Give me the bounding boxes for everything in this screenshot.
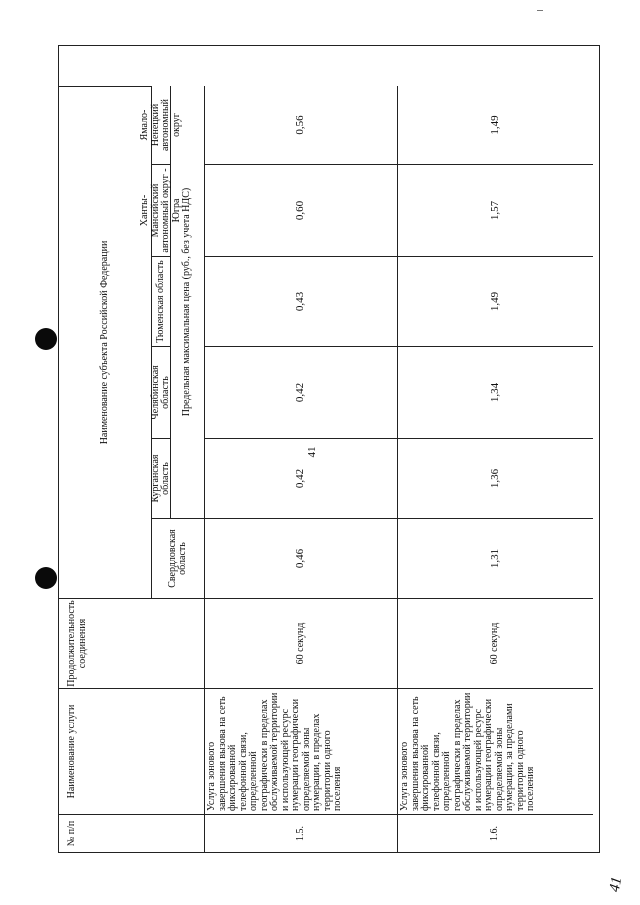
region-header: Челябинская область (152, 346, 171, 438)
price-value: 0,43 (205, 256, 398, 346)
header-service: Наименование услуги (59, 688, 205, 814)
price-caption: Предельная максимальная цена (руб., без учета НДС) (171, 86, 205, 518)
header-num: № п/п (59, 814, 205, 852)
price-value: 1,57 (398, 164, 593, 256)
region-header: Тюменская область (152, 256, 171, 346)
row-duration: 60 секунд (398, 598, 593, 688)
price-value: 1,31 (398, 518, 593, 598)
region-header: Ханты-Мансийский автономный округ - Югра (152, 164, 171, 256)
price-value: 0,46 (205, 518, 398, 598)
row-service: Услуга зонового завершения вызова на сеть фиксированной телефонной связи, определенной географически в пределах обслуживаемой территории и использующей ресурс нумерации географически определяемой зоны нумерации, в пределах территории одного поселения (205, 688, 398, 814)
row-num: 1.6. (398, 814, 593, 852)
punch-hole (35, 328, 57, 350)
price-value: 1,34 (398, 346, 593, 438)
price-value: 0,42 (205, 438, 398, 518)
prices-table (58, 45, 600, 853)
row-num: 1.5. (205, 814, 398, 852)
row-service: Услуга зонового завершения вызова на сеть фиксированной телефонной связи, определенной географически в пределах обслуживаемой территории и использующей ресурс нумерации географически определяемой зоны нумерации, за пределами территории одного поселения (398, 688, 593, 814)
price-value: 1,36 (398, 438, 593, 518)
price-value: 0,42 (205, 346, 398, 438)
price-value: 0,56 (205, 86, 398, 164)
region-header: Курганская область (152, 438, 171, 518)
price-value: 1,49 (398, 256, 593, 346)
row-duration: 60 секунд (205, 598, 398, 688)
region-header: Ямало-Ненецкий автономный округ (152, 86, 171, 164)
price-value: 1,49 (488, 115, 501, 135)
handwritten-page-mark: 41 (606, 875, 626, 894)
header-duration: Продолжительность соединения (59, 598, 205, 688)
price-value: 0,60 (205, 164, 398, 256)
punch-hole (35, 567, 57, 589)
header-subject-group: Наименование субъекта Российской Федерации (59, 86, 152, 598)
scan-mark (537, 10, 543, 11)
region-header: Свердловская область (152, 518, 205, 598)
page-number: 41 (306, 446, 318, 458)
